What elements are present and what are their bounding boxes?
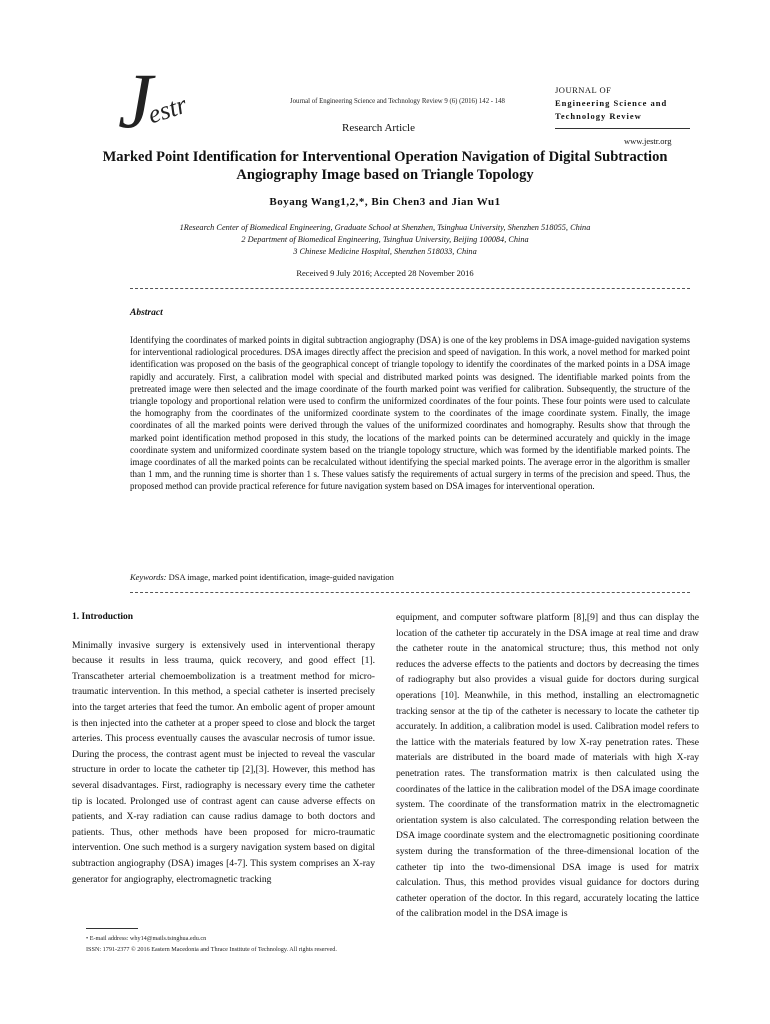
keywords-line <box>130 572 690 582</box>
footnote-issn: ISSN: 1791-2377 © 2016 Eastern Macedonia and Thrace Institute of Technology. All rights reserved. <box>86 946 337 953</box>
keywords-label: Keywords: <box>130 572 167 582</box>
section-heading-introduction: 1. Introduction <box>72 612 134 622</box>
journal-name-line-2: Technology Review <box>555 111 642 121</box>
abstract-body: Identifying the coordinates of marked points in digital subtraction angiography (DSA) is one of the key problems in DSA image-guided navigation systems for interventional radiological procedures. DSA images directly affect the precision and speed of navigation. In this work, a novel method for marked point identification was proposed on the basis of the geographical concept of triangle topology to identify the coordinates of the marked points in a DSA image rapidly and accurately. First, a calibration model with special and distributed marked points was designed. The identifiable marked points from the pretreated image were then selected and the image coordinate of the fourth marked point was verified for calibration. Subsequently, the structure of the triangle topology and proportional relation were used to confirm the uniformized coordinates of the four points. These four points were used to calculate the homography from the coordinates of the uniformized coordinate system to the coordinates of the image coordinate system. Finally, the image coordinates of all the marked points were derived through the values of the uniformized coordinates and homography. Results show that through the marked point identification method proposed in this study, the locations of the marked points can be determined accurately and quickly in the image coordinate system and uniformized coordinate system based on the triangle topology structure, which was formed by the identifiable marked points. The image coordinates of all the marked points can be recalculated without identifying the special marked points. The average error in the algorithm is smaller than 1 mm, and the running time is shorter than 1 s. These values satisfy the requirements of actual surgery in terms of the precision and speed. Thus, the proposed method can provide practical reference for future navigation system based on DSA images for interventional operation. <box>130 335 690 492</box>
dashed-divider-top <box>130 288 690 289</box>
affiliation-1: 1Research Center of Biomedical Engineering, Graduate School at Shenzhen, Tsinghua University, Shenzhen 518055, China <box>179 223 591 232</box>
keywords-text: DSA image, marked point identification, image-guided navigation <box>168 572 394 582</box>
footnote-divider <box>86 928 138 929</box>
affiliation-2: 2 Department of Biomedical Engineering, Tsinghua University, Beijing 100084, China <box>241 235 529 244</box>
journal-website-link[interactable]: www.jestr.org <box>624 136 672 146</box>
journal-title-block <box>555 84 695 123</box>
paper-title: Marked Point Identification for Interventional Operation Navigation of Digital Subtraction Angiography Image based on Triangle Topology <box>102 149 668 183</box>
abstract-heading: Abstract <box>130 308 163 318</box>
footnote-email: • E-mail address: why14@mails.tsinghua.edu.cn <box>86 935 207 942</box>
dashed-divider-bottom <box>130 592 690 593</box>
jestr-logo-j: J <box>118 57 153 144</box>
article-type: Research Article <box>342 122 415 134</box>
header-divider <box>555 128 690 129</box>
affiliation-3: 3 Chinese Medicine Hospital, Shenzhen 518033, China <box>293 247 477 256</box>
journal-of-label: JOURNAL OF <box>555 85 612 95</box>
journal-citation: Journal of Engineering Science and Technology Review 9 (6) (2016) 142 - 148 <box>290 98 505 105</box>
author-list: Boyang Wang1,2,*, Bin Chen3 and Jian Wu1 <box>269 196 501 208</box>
intro-left-text: Minimally invasive surgery is extensively used in interventional therapy because it results in less trauma, quick recovery, and good effect [1]. Transcatheter arterial chemoembolization is a treatment method for micro-traumatic intervention. In this method, a special catheter is inserted precisely into the target arteries that feed the tumor. An embolic agent of proper amount is then injected into the catheter at a proper speed to close and block the target arteries. This process eventually causes the avascular necrosis of tumor issue. During the process, the contrast agent must be injected to reveal the vascular structure in order to locate the catheter tip [2],[3]. However, this method has several disadvantages. First, radiography is necessary every time the catheter tip is located. Prolonged use of contrast agent can cause adverse effects on patients, and X-ray radiation can cause radius damage to both doctors and patients. Thus, other methods have been proposed for micro-traumatic intervention. One such method is a surgery navigation system based on digital subtraction angiography (DSA) images [4-7]. This system comprises an X-ray generator for angiography, electromagnetic tracking <box>72 639 375 885</box>
right-column <box>396 610 699 922</box>
journal-name-line-1: Engineering Science and <box>555 98 668 108</box>
jestr-logo-text: estr <box>144 89 191 130</box>
intro-right-text: equipment, and computer software platform [8],[9] and thus can display the location of the catheter tip accurately in the DSA image at real time and draw the catheter route in the anatomical structure; thus, this method not only reduces the adverse effects to the patients and doctors by decreasing the times of radiography but also provides a visual guide for doctors during surgical operations [10]. Meanwhile, in this method, installing an electromagnetic tracking sensor at the tip of the catheter is necessary to locate the catheter tip accurately. In addition, a calibration model is used. Calibration model refers to the lattice with the materials featured by low X-ray penetration rates. These materials are distributed in the board made of materials with high X-ray penetration rates. The transformation matrix is then calculated using the coordinates of the lattice in the calibration model of the DSA image coordinate system. The coordinate of the transformation matrix in the electromagnetic orientation system is also calculated. The corresponding relation between the DSA image coordinate system and the electromagnetic positioning coordinate system during the transformation of the three-dimensional location of the catheter tip into the two-dimensional DSA image is used for matrix calculation. Thus, this method provides visual guidance for doctors during catheter operation of the doctor. In this regard, accurately locating the lattice of the calibration model in the DSA image is <box>396 612 699 920</box>
left-column <box>72 610 375 887</box>
received-dates: Received 9 July 2016; Accepted 28 November 2016 <box>296 268 474 278</box>
